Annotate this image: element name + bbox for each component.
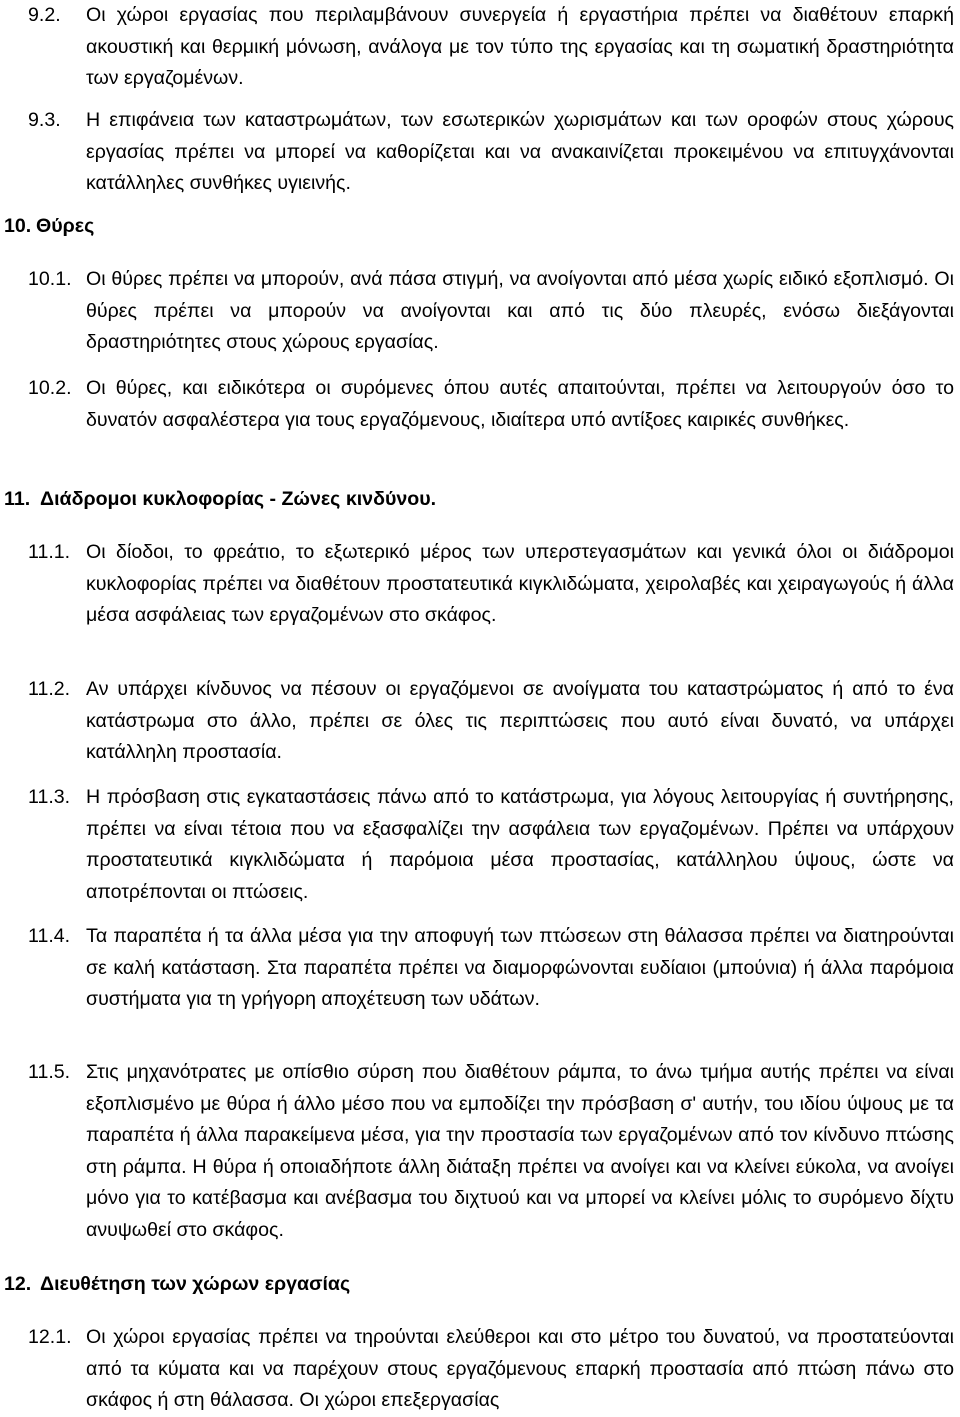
paragraph-9-3	[0, 105, 960, 200]
paragraph-number: 10.2.	[28, 377, 72, 399]
paragraph-number: 10.1.	[28, 268, 72, 290]
paragraph-number: 11.4.	[28, 925, 71, 947]
heading-number: 10.	[4, 215, 32, 237]
paragraph-12-1	[0, 1322, 960, 1417]
heading-title: Θύρες	[36, 215, 95, 237]
paragraph-10-1	[0, 264, 960, 359]
paragraph-number: 11.5.	[28, 1061, 71, 1083]
paragraph-text: Τα παραπέτα ή τα άλλα μέσα για την αποφυγή των πτώσεων στη θάλασσα πρέπει να διατηρούνται σε καλή κατάσταση. Στα παραπέτα πρέπει να διαμορφώνονται ευδίαιοι (μπούνια) ή άλλα παρόμοια συστήματα για τη γρήγορη αποχέτευση των υδάτων.	[86, 925, 954, 1010]
paragraph-text: Οι χώροι εργασίας πρέπει να τηρούνται ελεύθεροι και στο μέτρο του δυνατού, να προστατεύονται από τα κύματα και να παρέχουν στους εργαζόμενους επαρκή προστασία από πτώση πάνω στο σκάφος ή στη θάλασσα. Οι χώροι επεξεργασίας	[86, 1326, 954, 1411]
heading-number: 11.	[4, 488, 31, 510]
paragraph-text: Οι θύρες πρέπει να μπορούν, ανά πάσα στιγμή, να ανοίγονται από μέσα χωρίς ειδικό εξοπλισμό. Οι θύρες πρέπει να μπορούν να ανοίγονται και από τις δύο πλευρές, ενόσω διεξάγονται δραστηριότητες στους χώρους εργασίας.	[86, 268, 954, 353]
paragraph-10-2	[0, 373, 960, 436]
paragraph-number: 11.3.	[28, 786, 71, 808]
heading-title: Διάδρομοι κυκλοφορίας - Ζώνες κινδύνου.	[40, 488, 437, 510]
paragraph-text: Η επιφάνεια των καταστρωμάτων, των εσωτερικών χωρισμάτων και των οροφών στους χώρους εργασίας πρέπει να μπορεί να καθορίζεται και να ανακαινίζεται προκειμένου να επιτυγχάνονται κατάλληλες συνθήκες υγιεινής.	[86, 109, 954, 194]
paragraph-number: 12.1.	[28, 1326, 72, 1348]
paragraph-11-5	[0, 1057, 960, 1246]
paragraph-11-4	[0, 921, 960, 1016]
paragraph-number: 11.2.	[28, 678, 71, 700]
paragraph-text: Η πρόσβαση στις εγκαταστάσεις πάνω από το κατάστρωμα, για λόγους λειτουργίας ή συντήρησης, πρέπει να είναι τέτοια που να εξασφαλίζει την ασφάλεια των εργαζομένων. Πρέπει να υπάρχουν προστατευτικά κιγκλιδώματα ή παρόμοια μέσα προστασίας, κατάλληλου ύψους, ώστε να αποτρέπονται οι πτώσεις.	[86, 786, 954, 903]
paragraph-11-2	[0, 674, 960, 769]
paragraph-text: Οι δίοδοι, το φρεάτιο, το εξωτερικό μέρος των υπερστεγασμάτων και γενικά όλοι οι διάδρομοι κυκλοφορίας πρέπει να διαθέτουν προστατευτικά κιγκλιδώματα, χειρολαβές και χειραγωγούς ή άλλα μέσα ασφάλειας των εργαζομένων στο σκάφος.	[86, 541, 954, 626]
paragraph-text: Στις μηχανότρατες με οπίσθιο σύρση που διαθέτουν ράμπα, το άνω τμήμα αυτής πρέπει να είναι εξοπλισμένο με θύρα ή άλλο μέσο που να εμποδίζει την πρόσβαση σ' αυτήν, του ιδίου ύψους με τα παραπέτα ή άλλα παρακείμενα μέσα, για την προστασία των εργαζομένων από τον κίνδυνο πτώσης στη ράμπα. Η θύρα ή οποιαδήποτε άλλη διάταξη πρέπει να ανοίγει και να κλείνει εύκολα, να ανοίγει μόνο για το κατέβασμα και ανέβασμα του διχτυού και να μπορεί να κλείνει μόλις το συρόμενο δίχτυ ανυψωθεί στο σκάφος.	[86, 1061, 954, 1241]
paragraph-11-1	[0, 537, 960, 632]
heading-number: 12.	[4, 1273, 32, 1295]
paragraph-number: 9.2.	[28, 4, 61, 26]
heading-title: Διευθέτηση των χώρων εργασίας	[40, 1273, 351, 1295]
paragraph-number: 11.1.	[28, 541, 71, 563]
paragraph-number: 9.3.	[28, 109, 61, 131]
paragraph-text: Οι χώροι εργασίας που περιλαμβάνουν συνεργεία ή εργαστήρια πρέπει να διαθέτουν επαρκή ακουστική και θερμική μόνωση, ανάλογα με τον τύπο της εργασίας και τη σωματική δραστηριότητα των εργαζομένων.	[86, 4, 954, 89]
paragraph-11-3	[0, 782, 960, 908]
paragraph-text: Οι θύρες, και ειδικότερα οι συρόμενες όπου αυτές απαιτούνται, πρέπει να λειτουργούν όσο το δυνατόν ασφαλέστερα για τους εργαζόμενους, ιδιαίτερα υπό αντίξοες καιρικές συνθήκες.	[86, 377, 954, 431]
paragraph-text: Αν υπάρχει κίνδυνος να πέσουν οι εργαζόμενοι σε ανοίγματα του καταστρώματος ή από το ένα κατάστρωμα στο άλλο, πρέπει σε όλες τις περιπτώσεις που αυτό είναι δυνατό, να υπάρχει κατάλληλη προστασία.	[86, 678, 954, 763]
paragraph-9-2	[0, 0, 960, 95]
